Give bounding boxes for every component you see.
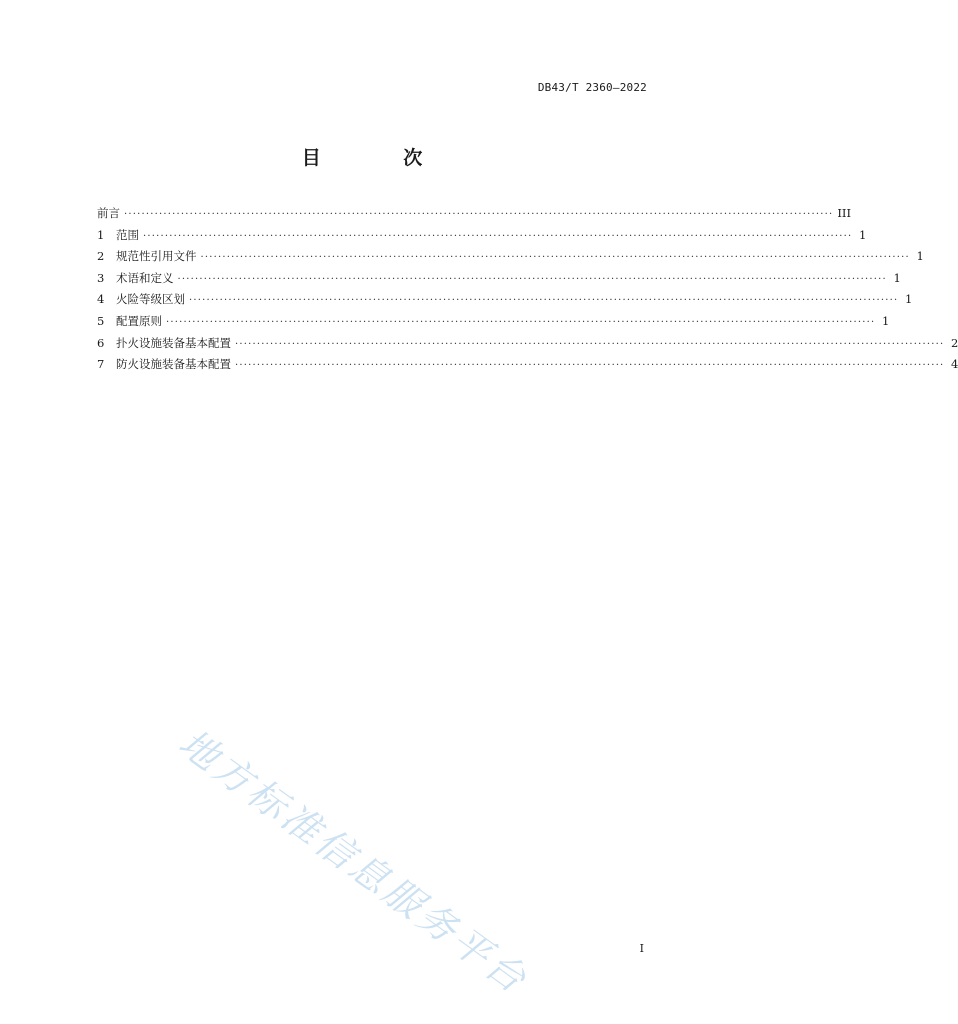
dot-leader: ·································································································································································· <box>166 316 876 328</box>
dot-leader: ·································································································································································· <box>177 273 887 285</box>
toc-entry[interactable] <box>97 291 913 313</box>
dot-leader: ·································································································································································· <box>235 360 945 372</box>
toc-entry[interactable] <box>97 313 890 335</box>
toc-entry-label: 配置原则 <box>116 313 162 328</box>
dot-leader: ·································································································································································· <box>235 338 945 350</box>
toc-entry-label: 术语和定义 <box>116 270 174 285</box>
toc-entry-page: 1 <box>882 313 890 328</box>
toc-entry-page: 4 <box>951 357 958 372</box>
toc-entry[interactable] <box>97 335 958 357</box>
toc-entry-page: 2 <box>951 335 958 350</box>
toc-entry-page: 1 <box>916 249 924 264</box>
dot-leader: ·································································································································································· <box>143 230 853 242</box>
toc-entry-number: 4 <box>97 292 105 307</box>
page-number: I <box>639 942 644 955</box>
toc-entry-number: 2 <box>97 249 105 264</box>
table-of-contents <box>97 205 958 378</box>
toc-entry-label: 规范性引用文件 <box>116 249 197 264</box>
toc-entry-number: 7 <box>97 357 105 372</box>
toc-entry-page: 1 <box>859 227 867 242</box>
toc-entry[interactable] <box>97 227 867 249</box>
toc-entry[interactable] <box>97 356 958 378</box>
dot-leader: ·································································································································································· <box>124 209 834 220</box>
toc-entry-label: 防火设施装备基本配置 <box>116 357 231 372</box>
toc-entry-page: 1 <box>905 292 913 307</box>
toc-entry-page: 1 <box>893 270 901 285</box>
toc-entry-label: 火险等级区划 <box>116 292 185 307</box>
dot-leader: ·································································································································································· <box>200 252 910 264</box>
toc-entry[interactable] <box>97 270 901 292</box>
toc-entry-label: 前言 <box>97 206 120 220</box>
toc-entry[interactable] <box>97 248 924 270</box>
toc-entry-number: 5 <box>97 313 105 328</box>
toc-entry-page: III <box>837 206 851 220</box>
toc-entry-number: 6 <box>97 335 105 350</box>
toc-title: 目 次 <box>301 147 461 169</box>
toc-entry-label: 范围 <box>116 227 139 242</box>
toc-entry-label: 扑火设施装备基本配置 <box>116 335 231 350</box>
toc-entry-number: 1 <box>97 227 105 242</box>
document-code: DB43/T 2360—2022 <box>537 81 647 94</box>
toc-entry[interactable] <box>97 205 851 227</box>
watermark: 地方标准信息服务平台 <box>171 720 537 1004</box>
toc-entry-number: 3 <box>97 270 105 285</box>
dot-leader: ·································································································································································· <box>189 295 899 307</box>
